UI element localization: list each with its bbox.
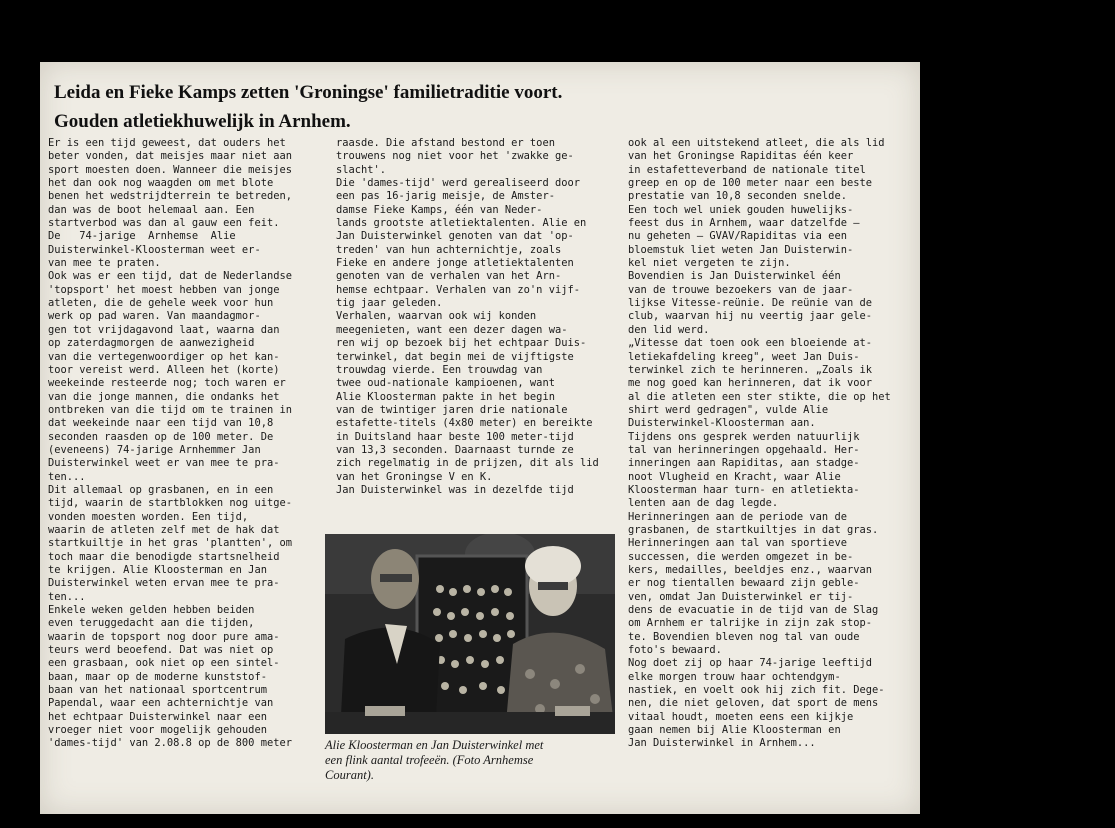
text-line: grasbanen, de startkuiltjes in dat gras. [628, 523, 879, 536]
text-line: den lid werd. [628, 323, 710, 336]
text-line: tal van herinneringen opgehaald. Her- [628, 443, 860, 456]
text-line: van die vertegenwoordiger op het kan- [48, 350, 280, 363]
text-line: startverbod was dan al gauw een feit. [48, 217, 280, 230]
text-line: letiekafdeling kreeg", weet Jan Duis- [628, 350, 860, 363]
text-line: Kloosterman haar turn- en atletiekta- [628, 483, 860, 496]
text-line: greep en op de 100 meter naar een beste [628, 177, 872, 190]
text-line: seconden raasden op de 100 meter. De [48, 430, 274, 443]
photo-caption [325, 738, 617, 783]
text-line: even teruggedacht aan die tijden, [48, 617, 255, 630]
text-line: van de twintiger jaren drie nationale [336, 403, 568, 416]
text-line: terwinkel zich te herinneren. „Zoals ik [628, 363, 872, 376]
text-line: waarin de topsport nog door pure ama- [48, 630, 280, 643]
text-line: Verhalen, waarvan ook wij konden [336, 310, 537, 323]
text-line: lands grootste atletiektalenten. Alie en [336, 217, 587, 230]
text-line: startkuiltje in het gras 'plantten', om [48, 537, 292, 550]
text-line: ook al een uitstekend atleet, die als lid [628, 137, 885, 149]
text-line: al die atleten een ster stikte, die op het [628, 390, 891, 403]
text-line: damse Fieke Kamps, één van Neder- [336, 203, 543, 216]
text-line: er nog tientallen bewaard zijn geble- [628, 577, 860, 590]
text-line: meegenieten, want een dezer dagen wa- [336, 323, 568, 336]
text-line: trouwens nog niet voor het 'zwakke ge- [336, 150, 574, 163]
text-line: 'dames-tijd' van 2.08.8 op de 800 meter [48, 737, 292, 750]
text-line: werk op pad waren. Van maandagmor- [48, 310, 261, 323]
text-line: prestatie van 10,8 seconden snelde. [628, 190, 847, 203]
text-line: me nog goed kan herinneren, dat ik voor [628, 377, 872, 390]
text-line: „Vitesse dat toen ook een bloeiende at- [628, 337, 872, 350]
text-line: inneringen aan Rapiditas, aan stadge- [628, 457, 860, 470]
text-line: 'topsport' het moest hebben van jonge [48, 283, 280, 296]
text-line: Alie Kloosterman en Jan Duisterwinkel met [325, 738, 544, 752]
text-line: Fieke en andere jonge atletiektalenten [336, 257, 574, 270]
text-line: nu geheten – GVAV/Rapiditas via een [628, 230, 847, 243]
text-line: Nog doet zij op haar 74-jarige leeftijd [628, 657, 872, 670]
text-line: een flink aantal trofeeën. (Foto Arnhemse [325, 753, 534, 767]
text-line: baan, maar op de moderne kunststof- [48, 670, 267, 683]
article-column-2 [336, 137, 626, 497]
text-line: van mee te praten. [48, 257, 161, 270]
text-line: lijkse Vitesse-reünie. De reünie van de [628, 297, 872, 310]
text-line: om Arnhem er talrijke in zijn zak stop- [628, 617, 872, 630]
text-line: trouwdag vierde. Een trouwdag van [336, 363, 543, 376]
text-line: te. Bovendien bleven nog tal van oude [628, 630, 860, 643]
text-line: foto's bewaard. [628, 644, 722, 657]
text-line: toch maar die benodigde startsnelheid [48, 550, 280, 563]
text-line: terwinkel, dat begin mei de vijftigste [336, 350, 574, 363]
text-line: slacht'. [336, 163, 387, 176]
text-line: baan van het nationaal sportcentrum [48, 684, 267, 697]
text-line: Papendal, waar een achternichtje van [48, 697, 274, 710]
text-line: Alie Kloosterman pakte in het begin [336, 390, 555, 403]
text-line: nen, die niet geloven, dat sport de mens [628, 697, 879, 710]
text-line: het echtpaar Duisterwinkel naar een [48, 710, 267, 723]
text-line: in Duitsland haar beste 100 meter-tijd [336, 430, 574, 443]
text-line: dat weekeinde naar een tijd van 10,8 [48, 417, 274, 430]
text-line: sport moesten doen. Wanneer die meisjes [48, 163, 292, 176]
text-line: vroeger niet voor mogelijk gehouden [48, 724, 267, 737]
text-line: Duisterwinkel weten ervan mee te pra- [48, 577, 280, 590]
article-column-3 [628, 137, 918, 751]
text-line: een pas 16-jarig meisje, de Amster- [336, 190, 555, 203]
text-line: feest dus in Arnhem, waar datzelfde – [628, 217, 860, 230]
text-line: Die 'dames-tijd' werd gerealiseerd door [336, 177, 580, 190]
text-line: dan was de boot helemaal aan. Een [48, 203, 255, 216]
text-line: (eveneens) 74-jarige Arnhemmer Jan [48, 443, 261, 456]
text-line: op zaterdagmorgen de aanwezigheid [48, 337, 255, 350]
text-line: tig jaar geleden. [336, 297, 443, 310]
text-line: Jan Duisterwinkel in Arnhem... [628, 737, 816, 750]
text-line: kel niet vergeten te zijn. [628, 257, 791, 270]
text-line: Duisterwinkel-Kloosterman weet er- [48, 243, 261, 256]
headline: Leida en Fieke Kamps zetten 'Groningse' familietraditie voort. [54, 82, 563, 103]
text-line: het dan ook nog waagden om met blote [48, 177, 274, 190]
text-line: vonden moesten worden. Een tijd, [48, 510, 249, 523]
text-line: Jan Duisterwinkel was in dezelfde tijd [336, 483, 574, 496]
text-line: Herinneringen aan de periode van de [628, 510, 847, 523]
text-line: te krijgen. Alie Kloosterman en Jan [48, 564, 267, 576]
text-line: toor vereist werd. Alleen het (korte) [48, 363, 280, 376]
text-line: Courant). [325, 768, 374, 782]
text-line: waarin de atleten zelf met de hak dat [48, 523, 280, 536]
text-line: tijd, waarin de startblokken nog uitge- [48, 497, 292, 510]
text-line: Een toch wel uniek gouden huwelijks- [628, 203, 854, 216]
text-line: lenten aan de dag legde. [628, 497, 779, 510]
text-line: ten... [48, 590, 86, 603]
text-line: benen het wedstrijdterrein te betreden, [48, 190, 292, 203]
text-line: hemse echtpaar. Verhalen van zo'n vijf- [336, 283, 580, 296]
text-line: nastiek, en voelt ook hij zich fit. Dege- [628, 684, 885, 697]
text-line: bloemstuk liet weten Jan Duisterwin- [628, 243, 854, 256]
text-line: dens de evacuatie in de tijd van de Slag [628, 604, 879, 617]
text-line: Jan Duisterwinkel genoten van dat 'op- [336, 230, 574, 243]
text-line: genoten van de verhalen van het Arn- [336, 270, 562, 283]
text-line: Duisterwinkel weet er van mee te pra- [48, 457, 280, 470]
text-line: gen tot vrijdagavond laat, waarna dan [48, 323, 280, 336]
text-line: Herinneringen aan tal van sportieve [628, 537, 847, 550]
text-line: noot Vlugheid en Kracht, waar Alie [628, 470, 841, 483]
newspaper-clipping [40, 62, 920, 814]
subheadline: Gouden atletiekhuwelijk in Arnhem. [54, 111, 351, 132]
text-line: estafette-titels (4x80 meter) en bereikte [336, 417, 593, 430]
text-line: Dit allemaal op grasbanen, en in een [48, 483, 274, 496]
text-line: Enkele weken gelden hebben beiden [48, 604, 255, 617]
text-line: zich regelmatig in de prijzen, dit als lid [336, 457, 599, 470]
text-line: atleten, die de gehele week voor hun [48, 297, 274, 310]
text-line: kers, medailles, beeldjes enz., waarvan [628, 564, 872, 576]
text-line: van die jonge mannen, die ondanks het [48, 390, 280, 403]
text-line: ren wij op bezoek bij het echtpaar Duis- [336, 337, 587, 350]
text-line: treden' van hun achternichtje, zoals [336, 243, 562, 256]
text-line: De 74-jarige Arnhemse Alie [48, 230, 236, 243]
text-line: weekeinde resteerde nog; toch waren er [48, 377, 286, 390]
text-line: elke morgen trouw haar ochtendgym- [628, 670, 841, 683]
text-line: Tijdens ons gesprek werden natuurlijk [628, 430, 860, 443]
article-column-1 [48, 137, 332, 751]
text-line: van het Groningse Rapiditas één keer [628, 150, 854, 163]
text-line: Er is een tijd geweest, dat ouders het [48, 137, 286, 149]
text-line: beter vonden, dat meisjes maar niet aan [48, 150, 292, 163]
text-line: ontbreken van die tijd om te trainen in [48, 403, 292, 416]
trophy-photo [325, 534, 615, 734]
text-line: Bovendien is Jan Duisterwinkel één [628, 270, 841, 283]
text-line: vitaal houdt, moeten eens een kijkje [628, 710, 854, 723]
text-line: Ook was er een tijd, dat de Nederlandse [48, 270, 292, 283]
text-line: in estafetteverband de nationale titel [628, 163, 866, 176]
text-line: een grasbaan, ook niet op een sintel- [48, 657, 280, 670]
text-line: successen, die werden omgezet in be- [628, 550, 854, 563]
text-line: ten... [48, 470, 86, 483]
text-line: van 13,3 seconden. Daarnaast turnde ze [336, 443, 574, 456]
text-line: twee oud-nationale kampioenen, want [336, 377, 555, 390]
text-line: van de trouwe bezoekers van de jaar- [628, 283, 854, 296]
text-line: teurs werd beoefend. Dat was niet op [48, 644, 274, 657]
text-line: club, waarvan hij nu veertig jaar gele- [628, 310, 872, 323]
text-line: ven, omdat Jan Duisterwinkel er tij- [628, 590, 854, 603]
text-line: shirt werd gedragen", vulde Alie [628, 403, 829, 416]
text-line: Duisterwinkel-Kloosterman aan. [628, 417, 816, 430]
text-line: raasde. Die afstand bestond er toen [336, 137, 555, 149]
text-line: van het Groningse V en K. [336, 470, 493, 483]
text-line: gaan nemen bij Alie Kloosterman en [628, 724, 841, 737]
